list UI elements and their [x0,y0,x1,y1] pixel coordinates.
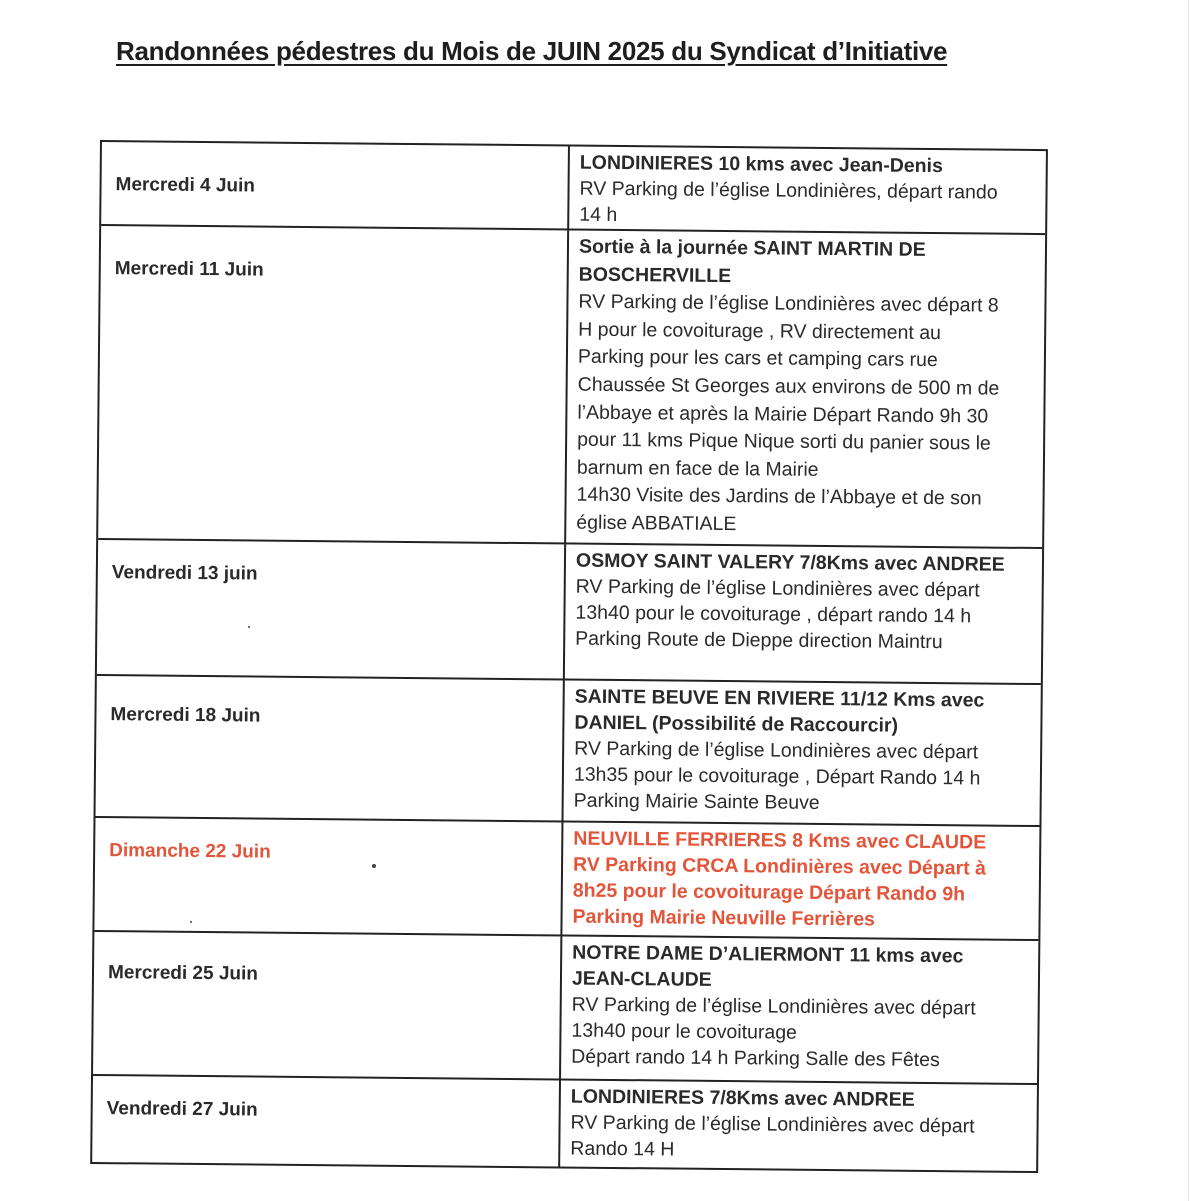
table-row [94,816,1039,939]
row-line: H pour le covoiturage , RV directement au [578,318,942,344]
row-line: RV Parking de l’église Londinières avec départ [574,737,979,764]
row-line: Rando 14 H [570,1137,675,1161]
row-heading: NOTRE DAME D’ALIERMONT 11 kms avec [572,941,964,968]
row-line: RV Parking de l’église Londinières avec départ [575,575,980,602]
row-line: RV Parking de l’église Londinières avec départ [571,993,976,1020]
row-line: 14 h [579,203,618,226]
row-details [569,147,1046,234]
row-line: 13h35 pour le covoiturage , Départ Rando 14 h [573,763,981,790]
row-line: pour 11 kms Pique Nique sorti du panier sous le [577,428,991,455]
row-day: Mercredi 25 Juin [93,932,562,1078]
row-line: Parking Mairie Neuville Ferrières [572,905,876,931]
row-heading: Sortie à la journée SAINT MARTIN DE [578,235,926,261]
row-day: Dimanche 22 Juin [94,818,563,934]
row-details [562,822,1039,939]
row-details [560,1080,1037,1171]
row-line: église ABBATIALE [576,511,737,536]
row-heading: BOSCHERVILLE [578,263,732,287]
row-line: Départ rando 14 h Parking Salle des Fêtes [571,1045,940,1072]
page-title: Randonnées pédestres du Mois de JUIN 2025 du Syndicat d’Initiative [116,36,948,66]
row-line: Parking pour les cars et camping cars rue [577,345,938,372]
table-row [93,930,1038,1083]
hike-schedule-table [90,140,1048,1173]
row-line: 13h40 pour le covoiturage [571,1019,798,1044]
scan-edge [1188,0,1189,1201]
table-row [96,674,1041,825]
row-line: Chaussée St Georges aux environs de 500 m de [577,373,1000,400]
scan-speck [248,626,250,628]
scan-speck [372,864,376,868]
row-line: Parking Mairie Sainte Beuve [573,789,820,814]
row-day: Mercredi 18 Juin [96,676,565,820]
row-line: RV Parking de l’église Londinières avec départ 8 [578,290,999,317]
row-heading: OSMOY SAINT VALERY 7/8Kms avec ANDREE [575,549,1005,576]
row-heading: DANIEL (Possibilité de Raccourcir) [574,711,899,737]
row-heading: LONDINIERES 10 kms avec Jean-Denis [579,151,943,178]
table-row [101,142,1046,233]
row-day: Mercredi 4 Juin [101,142,570,228]
row-line: RV Parking CRCA Londinières avec Départ à [572,853,987,880]
row-line: barnum en face de la Mairie [576,456,819,481]
row-details [561,936,1038,1083]
table-row [98,224,1045,547]
row-line: RV Parking de l’église Londinières avec départ [570,1111,975,1138]
row-day: Mercredi 11 Juin [98,226,569,542]
row-line: 14h30 Visite des Jardins de l’Abbaye et de son [576,483,982,510]
row-heading: SAINTE BEUVE EN RIVIERE 11/12 Kms avec [574,685,985,712]
row-line: 8h25 pour le covoiturage Départ Rando 9h [572,879,966,906]
row-details [563,680,1040,825]
row-details [565,544,1042,683]
row-line: l’Abbaye et après la Mairie Départ Rando 9h 30 [577,401,989,428]
row-heading: JEAN-CLAUDE [571,967,712,991]
row-day: Vendredi 27 Juin [92,1076,561,1166]
row-heading: LONDINIERES 7/8Kms avec ANDREE [570,1085,915,1111]
row-heading: NEUVILLE FERRIERES 8 Kms avec CLAUDE [573,827,987,854]
row-line: RV Parking de l’église Londinières, départ rando [579,177,998,204]
table-row [92,1074,1037,1171]
scan-speck [190,921,192,923]
table-row [97,538,1042,683]
row-line: 13h40 pour le covoiturage , départ rando 14 h [575,601,972,628]
row-day: Vendredi 13 juin [97,540,566,678]
row-line: Parking Route de Dieppe direction Maintru [575,627,943,654]
row-details [566,231,1045,548]
